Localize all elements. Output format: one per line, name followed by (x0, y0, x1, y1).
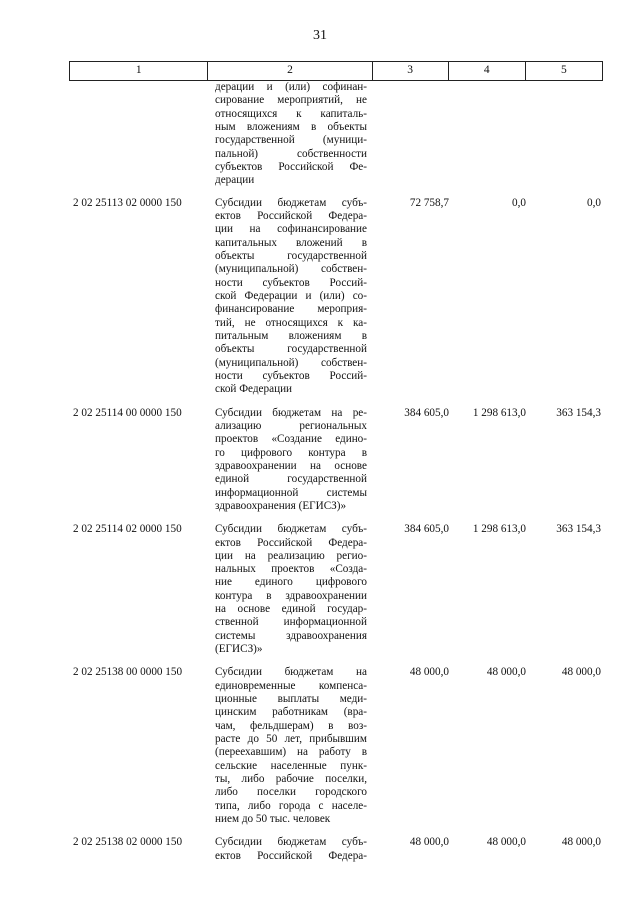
row-value-col3: 384 605,0 (404, 406, 449, 419)
row-name-line: ным вложениям в объекты (215, 120, 367, 133)
row-name-line: объекты государственной (215, 249, 367, 262)
row-code: 2 02 25114 02 0000 150 (73, 523, 182, 536)
row-name-line: (ЕГИСЗ)» (215, 643, 263, 656)
column-header-4: 4 (449, 62, 526, 80)
row-code: 2 02 25138 02 0000 150 (73, 836, 183, 849)
row-name-line: тий, не относящихся к ка- (215, 316, 367, 329)
row-value-col5: 363 154,3 (556, 523, 601, 536)
row-name-line: ты, либо рабочие поселки, (215, 773, 367, 786)
row-name-line: информационной системы (215, 486, 367, 499)
row-name-line: на основе единой государ- (215, 603, 367, 616)
row-name-line: Субсидии бюджетам субъ- (215, 523, 367, 536)
table-row (69, 666, 603, 826)
row-name-line: проектов «Создание едино- (215, 433, 367, 446)
row-name-line: типа, либо города с населе- (215, 799, 367, 812)
row-code: 2 02 25138 00 0000 150 (73, 666, 183, 679)
row-name-line: субъектов Российской Фе- (215, 160, 367, 173)
row-name-line: питальным вложениям в (215, 329, 367, 342)
row-value-col4: 48 000,0 (486, 666, 526, 679)
column-header-2: 2 (208, 62, 372, 80)
row-name-line: ственной информационной (215, 616, 367, 629)
row-name (208, 407, 373, 514)
row-value-col5: 363 154,3 (556, 406, 601, 419)
column-header-5: 5 (561, 64, 567, 77)
row-value-col3 (373, 81, 449, 188)
row-name-line: сирование мероприятий, не (215, 94, 367, 107)
budget-table (69, 61, 603, 873)
row-name-line: чам, фельдшерам) в воз- (215, 719, 367, 732)
row-name-line: здравоохранения (ЕГИСЗ)» (215, 499, 347, 512)
row-name (208, 523, 373, 656)
row-value-col4 (449, 81, 526, 188)
table-row (69, 836, 603, 863)
row-name-line: нальных проектов «Созда- (215, 563, 367, 576)
row-name-line: ции на софинансирование (215, 223, 367, 236)
row-name-line: ности субъектов Россий- (215, 369, 367, 382)
row-name-line: ализацию региональных (215, 419, 367, 432)
row-name-line: финансирование мероприя- (215, 303, 367, 316)
row-name-line: дерации (215, 174, 255, 187)
row-name-line: пальной) собственности (215, 147, 367, 160)
row-name-line: объекты государственной (215, 343, 367, 356)
column-header-1: 1 (70, 62, 208, 80)
row-name-line: либо поселки городского (215, 786, 367, 799)
row-name-line: ности субъектов Россий- (215, 276, 367, 289)
row-value-col4: 1 298 613,0 (472, 406, 526, 419)
row-name-line: единовременные компенса- (215, 679, 367, 692)
row-name-line: дерации и (или) софинан- (215, 81, 367, 93)
row-name-line: нием до 50 тыс. человек (215, 813, 331, 826)
table-row (69, 407, 603, 514)
row-name-line: ской Федерации и (или) со- (215, 289, 367, 302)
row-name-line: ектов Российской Федера- (215, 536, 367, 549)
row-value-col5: 48 000,0 (561, 666, 601, 679)
row-value-col5 (526, 81, 603, 188)
row-name-line: ции на реализацию регио- (215, 549, 367, 562)
row-name-line: Субсидии бюджетам субъ- (215, 836, 367, 849)
row-name-line: системы здравоохранения (215, 629, 367, 642)
row-value-col4: 48 000,0 (486, 836, 526, 849)
table-row (69, 523, 603, 656)
row-name-line: ционные выплаты меди- (215, 693, 367, 706)
row-value-col3: 48 000,0 (409, 836, 449, 849)
row-name (208, 197, 373, 397)
row-name (208, 836, 373, 863)
row-value-col5: 0,0 (587, 196, 601, 209)
row-name-line: (муниципальной) собствен- (215, 356, 367, 369)
row-name-line: сельские населенные пунк- (215, 759, 367, 772)
table-body (69, 81, 603, 863)
table-row (69, 81, 603, 188)
row-code: 2 02 25114 00 0000 150 (73, 406, 182, 419)
page-number: 31 (313, 28, 327, 43)
row-code (69, 81, 208, 188)
row-name-line: цинским работникам (вра- (215, 706, 367, 719)
row-value-col3: 72 758,7 (409, 196, 449, 209)
row-name-line: Субсидии бюджетам субъ- (215, 196, 367, 209)
row-name-line: ской Федерации (215, 383, 293, 396)
row-name-line: контура в здравоохранении (215, 589, 367, 602)
row-value-col3: 48 000,0 (409, 666, 449, 679)
row-value-col4: 0,0 (512, 196, 526, 209)
row-value-col5: 48 000,0 (561, 836, 601, 849)
row-name-line: ектов Российской Федера- (215, 209, 367, 222)
table-header (69, 61, 603, 81)
row-name-line: (переехавшим) на работу в (215, 746, 367, 759)
column-header-3: 3 (373, 62, 449, 80)
row-name-line: относящихся к капиталь- (215, 107, 367, 120)
row-name-line: ектов Российской Федера- (215, 849, 367, 862)
row-name-line: (муниципальной) собствен- (215, 263, 367, 276)
row-name (208, 666, 373, 826)
row-name-line: Субсидии бюджетам на ре- (215, 406, 367, 419)
row-name-line: расте до 50 лет, прибывшим (215, 733, 367, 746)
row-name-line: капитальных вложений в (215, 236, 367, 249)
row-value-col4: 1 298 613,0 (472, 523, 526, 536)
row-value-col3: 384 605,0 (404, 523, 449, 536)
row-code: 2 02 25113 02 0000 150 (73, 196, 182, 209)
row-name-line: ние единого цифрового (215, 576, 367, 589)
row-name-line: го цифрового контура в (215, 446, 367, 459)
row-name-line: Субсидии бюджетам на (215, 666, 367, 679)
row-name-line: здравоохранении на основе (215, 459, 367, 472)
row-name (208, 81, 373, 188)
row-name-line: единой государственной (215, 473, 367, 486)
table-row (69, 197, 603, 397)
row-name-line: государственной (муници- (215, 134, 367, 147)
